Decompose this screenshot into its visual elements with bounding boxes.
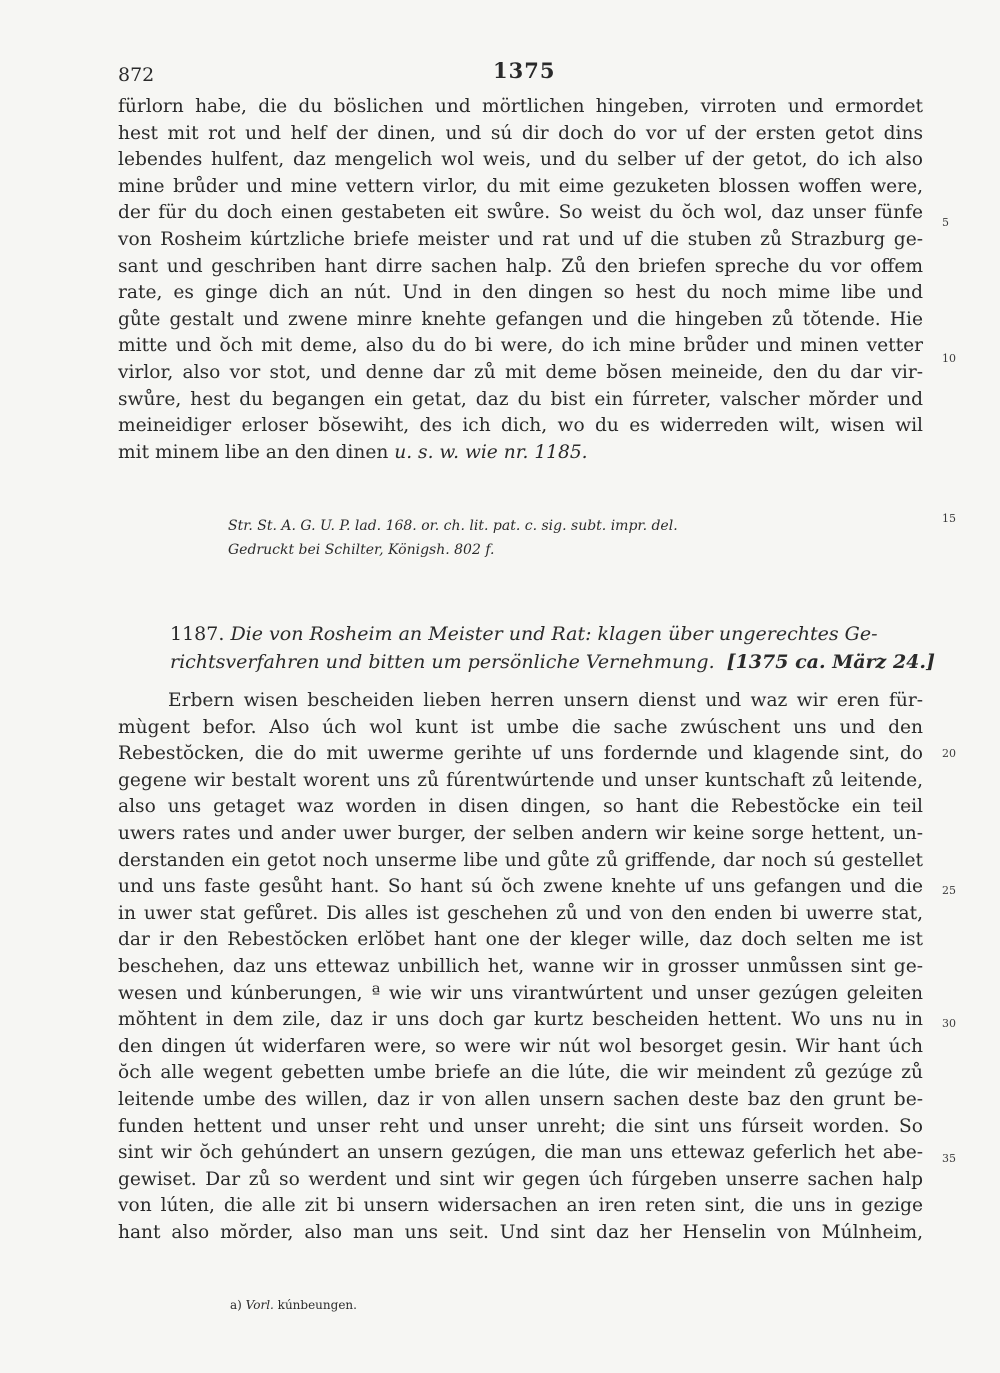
document-date: [1375 ca. März 24.] <box>726 651 935 673</box>
heading-line <box>170 648 935 676</box>
text-line: gůte gestalt und zwene minre knehte gefangen und die hingeben zů tŏtende. Hie <box>118 308 923 330</box>
text-line: gegene wir bestalt worent uns zů fúrentwúrtende und unser kuntschaft zů leitende, <box>118 769 923 791</box>
margin-line-number: 35 <box>942 1152 956 1165</box>
text-line: rate, es ginge dich an nút. Und in den dingen so hest du noch mime libe und <box>118 282 923 304</box>
text-line: meineidiger erloser bŏsewiht, des ich dich, wo du es widerreden wilt, wisen wil <box>118 415 923 437</box>
text-line: dar ir den Rebestŏcken erlŏbet hant one der kleger wille, daz doch selten me ist <box>118 929 923 951</box>
text-line <box>118 440 923 467</box>
text-line: lebendes hulfent, daz mengelich wol weis, und du selber uf der getot, do ich also <box>118 149 923 171</box>
text-line: der für du doch einen gestabeten eit swůre. So weist du ŏch wol, daz unser fünfe <box>118 202 923 224</box>
margin-line-number: 15 <box>942 512 956 525</box>
heading-line <box>170 620 935 648</box>
text-line: mùgent befor. Also úch wol kunt ist umbe die sache zwúschent uns und den <box>118 716 923 738</box>
document-title-line2: richtsverfahren und bitten um persönliche Vernehmung. <box>170 651 715 673</box>
text-line: Rebestŏcken, die do mit uwerme gerihte uf uns fordernde und klagende sint, do <box>118 743 923 765</box>
document-heading <box>170 620 935 676</box>
text-line: hest mit rot und helf der dinen, und sú dir doch do vor uf der ersten getot dins <box>118 122 923 144</box>
margin-line-number: 20 <box>942 747 956 760</box>
text-line: und uns faste gesůht hant. So hant sú ŏch zwene knehte uf uns gefangen und die <box>118 876 923 898</box>
paragraph-continuation <box>118 94 923 466</box>
text-line: gewiset. Dar zů so werdent und sint wir gegen úch fúrgeben unserre sachen halp <box>118 1168 923 1190</box>
footnote-marker: a) <box>230 1298 242 1312</box>
text-line: uwers rates und ander uwer burger, der selben andern wir keine sorge hettent, un- <box>118 822 923 844</box>
text-line: wesen und kúnberungen, ª wie wir uns virantwúrtent und unser gezúgen geleiten <box>118 982 923 1004</box>
footnote-source: Vorl. <box>245 1298 274 1312</box>
document-title-line1: Die von Rosheim an Meister und Rat: klagen über ungerechtes Ge- <box>230 623 878 645</box>
paragraph-letter <box>118 688 923 1246</box>
print-reference: Gedruckt bei Schilter, Königsh. 802 f. <box>228 542 495 558</box>
text-line: hant also mŏrder, also man uns seit. Und sint daz her Henselin von Múlnheim, <box>118 1221 923 1243</box>
text-line: derstanden ein getot noch unserme libe und gůte zů griffende, dar noch sú gestellet <box>118 849 923 871</box>
text-line: fürlorn habe, die du böslichen und mörtlichen hingeben, virroten und ermordet <box>118 96 923 117</box>
text-line-body: mit minem libe an den dinen <box>118 441 395 463</box>
text-line: von lúten, die alle zit bi unsern widersachen an iren reten sint, die uns in gezige <box>118 1195 923 1217</box>
text-line: virlor, also vor stot, und denne dar zů mit deme bŏsen meineide, den du dar vir- <box>118 361 923 383</box>
text-line: ŏch alle wegent gebetten umbe briefe an die lúte, die wir meindent zů gezúge zů <box>118 1062 923 1084</box>
margin-line-number: 5 <box>942 216 949 229</box>
text-line: funden hettent und unser reht und unser unreht; die sint uns fúrseit worden. So <box>118 1115 923 1137</box>
text-line: beschehen, daz uns ettewaz unbillich het, wanne wir in grosser unmůssen sint ge- <box>118 955 923 977</box>
text-line: swůre, hest du begangen ein getat, daz du bist ein fúrreter, valscher mŏrder und <box>118 388 923 410</box>
footnote <box>230 1298 357 1312</box>
text-line: mitte und ŏch mit deme, also du do bi were, do ich mine brůder und minen vetter <box>118 335 923 357</box>
text-line: in uwer stat gefůret. Dis alles ist geschehen zů und von den enden bi uwerre stat, <box>118 902 923 924</box>
source-note <box>228 514 678 562</box>
document-number: 1187. <box>170 623 225 645</box>
margin-line-number: 10 <box>942 352 956 365</box>
page-number: 872 <box>118 64 155 86</box>
archive-reference: Str. St. A. G. U. P. lad. 168. or. ch. lit. pat. c. sig. subt. impr. del. <box>228 518 678 534</box>
footnote-text: kúnbeungen. <box>273 1298 357 1312</box>
margin-line-number: 25 <box>942 884 956 897</box>
text-line: mŏhtent in dem zile, daz ir uns doch gar kurtz bescheiden hettent. Wo uns nu in <box>118 1009 923 1031</box>
text-line: den dingen út widerfaren were, so were wir nút wol besorget gesin. Wir hant úch <box>118 1035 923 1057</box>
cross-reference: u. s. w. wie nr. 1185. <box>394 441 588 463</box>
text-line: sint wir ŏch gehúndert an unsern gezúgen, die man uns ettewaz geferlich het abe- <box>118 1142 923 1164</box>
text-line: sant und geschriben hant dirre sachen halp. Zů den briefen spreche du vor offem <box>118 255 923 277</box>
text-line: Erbern wisen bescheiden lieben herren unsern dienst und waz wir eren für- <box>168 690 923 711</box>
running-header-year: 1375 <box>493 58 556 83</box>
text-line: leitende umbe des willen, daz ir von allen unsern sachen deste baz den grunt be- <box>118 1088 923 1110</box>
text-line: also uns getaget waz worden in disen dingen, so hant die Rebestŏcke ein teil <box>118 796 923 818</box>
margin-line-number: 30 <box>942 1017 956 1030</box>
text-line: mine brůder und mine vettern virlor, du mit eime gezuketen blossen woffen were, <box>118 175 923 197</box>
text-line: von Rosheim kúrtzliche briefe meister und rat und uf die stuben zů Strazburg ge- <box>118 228 923 250</box>
